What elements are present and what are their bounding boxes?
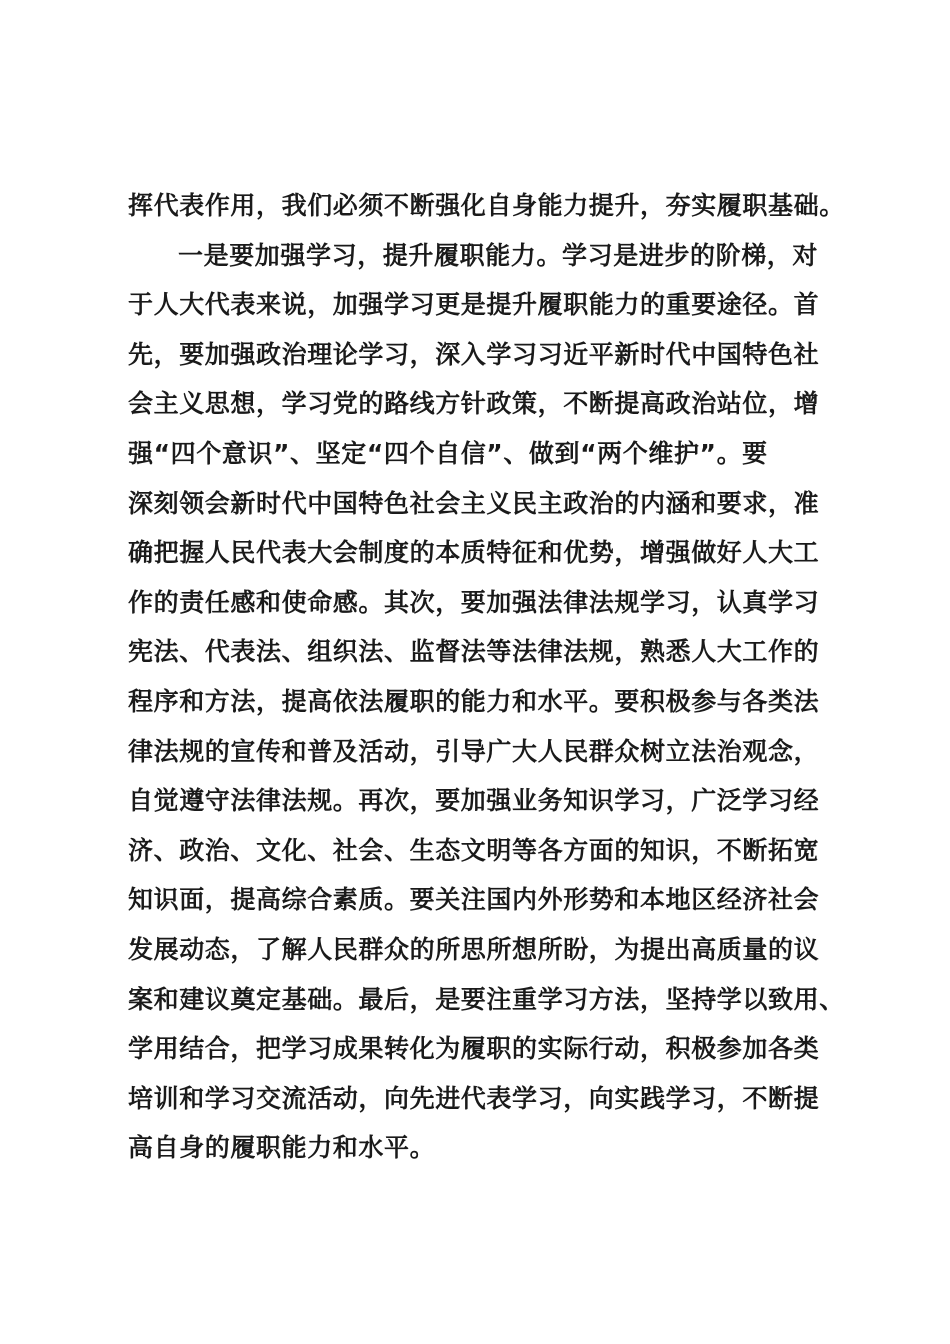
text-line: 学用结合，把学习成果转化为履职的实际行动，积极参加各类 bbox=[128, 1034, 820, 1064]
text-line: 自觉遵守法律法规。再次，要加强业务知识学习，广泛学习经 bbox=[128, 786, 820, 816]
text-line: 高自身的履职能力和水平。 bbox=[128, 1133, 436, 1163]
text-line: 确把握人民代表大会制度的本质特征和优势，增强做好人大工 bbox=[128, 538, 820, 568]
text-line: 深刻领会新时代中国特色社会主义民主政治的内涵和要求，准 bbox=[128, 488, 820, 518]
text-line: 案和建议奠定基础。最后，是要注重学习方法，坚持学以致用、 bbox=[128, 984, 845, 1014]
text-line: 强“四个意识”、坚定“四个自信”、做到“两个维护”。要 bbox=[128, 438, 768, 468]
text-line: 会主义思想，学习党的路线方针政策，不断提高政治站位，增 bbox=[128, 389, 820, 419]
text-line: 程序和方法，提高依法履职的能力和水平。要积极参与各类法 bbox=[128, 686, 820, 716]
text-line: 宪法、代表法、组织法、监督法等法律法规，熟悉人大工作的 bbox=[128, 637, 820, 667]
text-line: 先，要加强政治理论学习，深入学习习近平新时代中国特色社 bbox=[128, 339, 820, 369]
text-line: 发展动态，了解人民群众的所思所想所盼，为提出高质量的议 bbox=[128, 934, 820, 964]
text-line: 律法规的宣传和普及活动，引导广大人民群众树立法治观念， bbox=[128, 736, 820, 766]
text-line: 知识面，提高综合素质。要关注国内外形势和本地区经济社会 bbox=[128, 885, 820, 915]
text-line: 作的责任感和使命感。其次，要加强法律法规学习，认真学习 bbox=[128, 587, 820, 617]
text-line: 挥代表作用，我们必须不断强化自身能力提升，夯实履职基础。 bbox=[128, 191, 845, 220]
text-line: 于人大代表来说，加强学习更是提升履职能力的重要途径。首 bbox=[128, 290, 820, 320]
text-line: 培训和学习交流活动，向先进代表学习，向实践学习，不断提 bbox=[128, 1083, 820, 1113]
paragraph-start-line: 一是要加强学习，提升履职能力。学习是进步的阶梯，对 bbox=[178, 240, 819, 270]
body-text bbox=[128, 181, 848, 1173]
text-line: 济、政治、文化、社会、生态文明等各方面的知识，不断拓宽 bbox=[128, 835, 820, 865]
